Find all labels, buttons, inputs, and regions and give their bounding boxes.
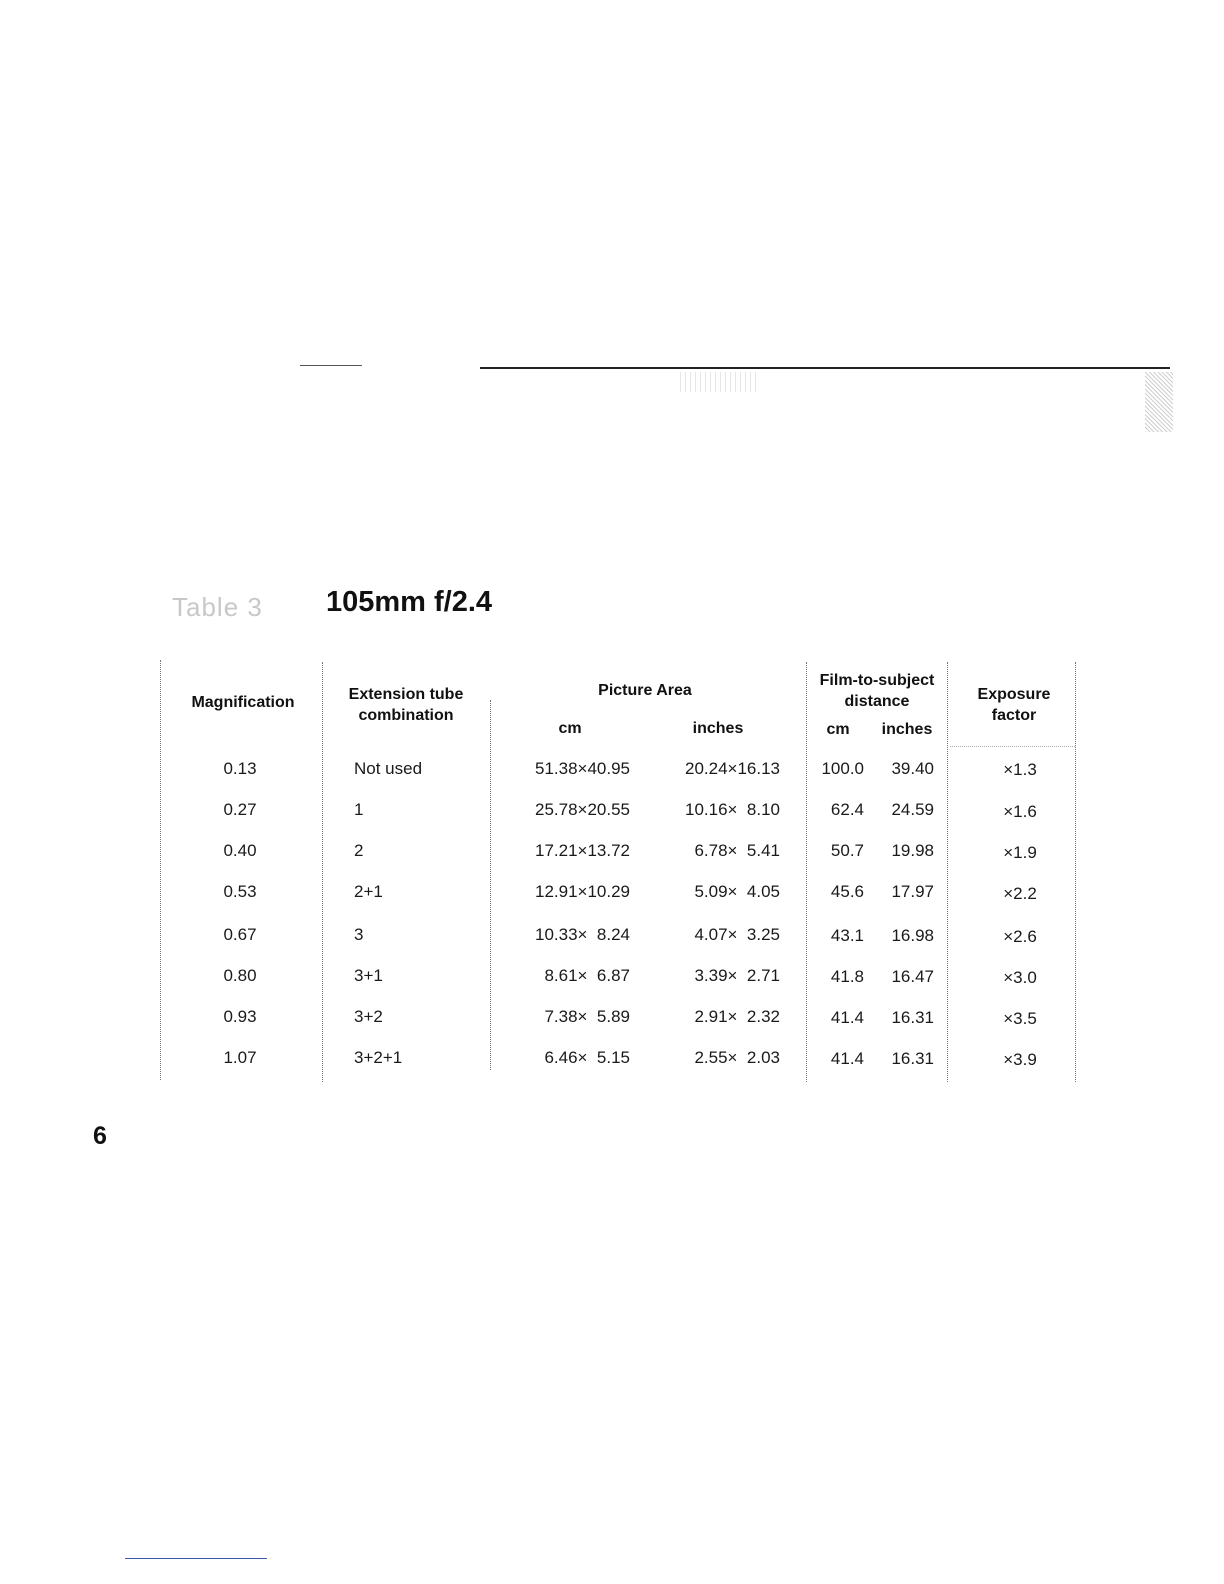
header-extension-line1: Extension tube <box>348 686 464 703</box>
header-film-cm: cm <box>826 721 850 738</box>
cell-dist-cm: 41.4 <box>830 1049 864 1068</box>
cell-extension: Not used <box>354 759 423 778</box>
cell-area-inches: 2.55× 2.03 <box>694 1048 780 1067</box>
cell-magnification: 0.93 <box>223 1007 257 1026</box>
cell-dist-cm: 43.1 <box>830 926 864 945</box>
column-divider <box>160 660 161 1080</box>
header-picture-inches: inches <box>692 720 744 737</box>
cell-exposure: ×1.9 <box>1003 843 1037 862</box>
cell-dist-cm: 62.4 <box>830 800 864 819</box>
cell-area-inches: 20.24×16.13 <box>684 759 780 778</box>
cell-extension: 3+1 <box>354 966 383 985</box>
cell-dist-inches: 39.40 <box>891 759 934 778</box>
cell-dist-inches: 17.97 <box>891 882 934 901</box>
header-extension-line2: combination <box>358 707 454 724</box>
top-rule-right <box>480 367 1170 369</box>
cell-dist-cm: 50.7 <box>830 841 864 860</box>
header-picture-cm: cm <box>558 720 582 737</box>
cell-dist-inches: 16.31 <box>891 1049 934 1068</box>
page-number: 6 <box>93 1122 107 1150</box>
cell-extension: 2+1 <box>354 882 383 901</box>
header-exposure <box>955 684 1073 726</box>
cell-extension: 2 <box>354 841 364 860</box>
cell-magnification: 0.13 <box>223 759 257 778</box>
cell-extension: 3+2 <box>354 1007 383 1026</box>
cell-exposure: ×1.6 <box>1003 802 1037 821</box>
cell-area-cm: 7.38× 5.89 <box>544 1007 630 1026</box>
cell-area-inches: 5.09× 4.05 <box>694 882 780 901</box>
cell-area-cm: 17.21×13.72 <box>534 841 630 860</box>
cell-magnification: 0.67 <box>223 925 257 944</box>
cell-area-cm: 8.61× 6.87 <box>544 966 630 985</box>
cell-dist-inches: 16.31 <box>891 1008 934 1027</box>
scan-artifact <box>1145 372 1173 432</box>
cell-magnification: 0.53 <box>223 882 257 901</box>
column-divider <box>1075 662 1076 1082</box>
cell-magnification: 0.27 <box>223 800 257 819</box>
cell-area-cm: 10.33× 8.24 <box>534 925 630 944</box>
cell-magnification: 0.80 <box>223 966 257 985</box>
cell-dist-inches: 19.98 <box>891 841 934 860</box>
header-extension <box>326 684 486 726</box>
column-divider <box>947 662 948 1082</box>
table-title: 105mm f/2.4 <box>326 586 493 618</box>
cell-dist-cm: 41.8 <box>830 967 864 986</box>
cell-area-cm: 51.38×40.95 <box>534 759 630 778</box>
cell-dist-cm: 45.6 <box>830 882 864 901</box>
cell-exposure: ×3.9 <box>1003 1050 1037 1069</box>
cell-exposure: ×3.5 <box>1003 1009 1037 1028</box>
column-divider <box>322 662 323 1082</box>
cell-dist-inches: 16.98 <box>891 926 934 945</box>
header-magnification: Magnification <box>191 694 295 711</box>
cell-area-cm: 6.46× 5.15 <box>544 1048 630 1067</box>
cell-dist-cm: 100.0 <box>821 759 864 778</box>
cell-area-inches: 3.39× 2.71 <box>694 966 780 985</box>
cell-extension: 1 <box>354 800 364 819</box>
cell-area-inches: 2.91× 2.32 <box>694 1007 780 1026</box>
header-exposure-line1: Exposure <box>977 686 1051 703</box>
header-film-inches: inches <box>881 721 933 738</box>
cell-exposure: ×2.6 <box>1003 927 1037 946</box>
cell-magnification: 0.40 <box>223 841 257 860</box>
header-film-distance <box>808 670 946 712</box>
top-rule-left <box>300 365 362 366</box>
footer-rule <box>125 1558 267 1559</box>
header-divider <box>950 746 1075 747</box>
cell-area-inches: 10.16× 8.10 <box>684 800 780 819</box>
scan-noise <box>680 372 760 392</box>
cell-extension: 3 <box>354 925 364 944</box>
table-label: Table 3 <box>172 592 263 622</box>
cell-magnification: 1.07 <box>223 1048 257 1067</box>
cell-exposure: ×2.2 <box>1003 884 1037 903</box>
cell-area-cm: 12.91×10.29 <box>534 882 630 901</box>
header-exposure-line2: factor <box>991 707 1037 724</box>
header-film-line2: distance <box>844 693 910 710</box>
header-picture-area: Picture Area <box>598 682 692 699</box>
cell-exposure: ×1.3 <box>1003 760 1037 779</box>
cell-area-inches: 6.78× 5.41 <box>694 841 780 860</box>
cell-area-cm: 25.78×20.55 <box>534 800 630 819</box>
cell-extension: 3+2+1 <box>354 1048 403 1067</box>
header-film-line1: Film-to-subject <box>819 672 935 689</box>
cell-dist-inches: 16.47 <box>891 967 934 986</box>
cell-area-inches: 4.07× 3.25 <box>694 925 780 944</box>
cell-exposure: ×3.0 <box>1003 968 1037 987</box>
cell-dist-cm: 41.4 <box>830 1008 864 1027</box>
cell-dist-inches: 24.59 <box>891 800 934 819</box>
